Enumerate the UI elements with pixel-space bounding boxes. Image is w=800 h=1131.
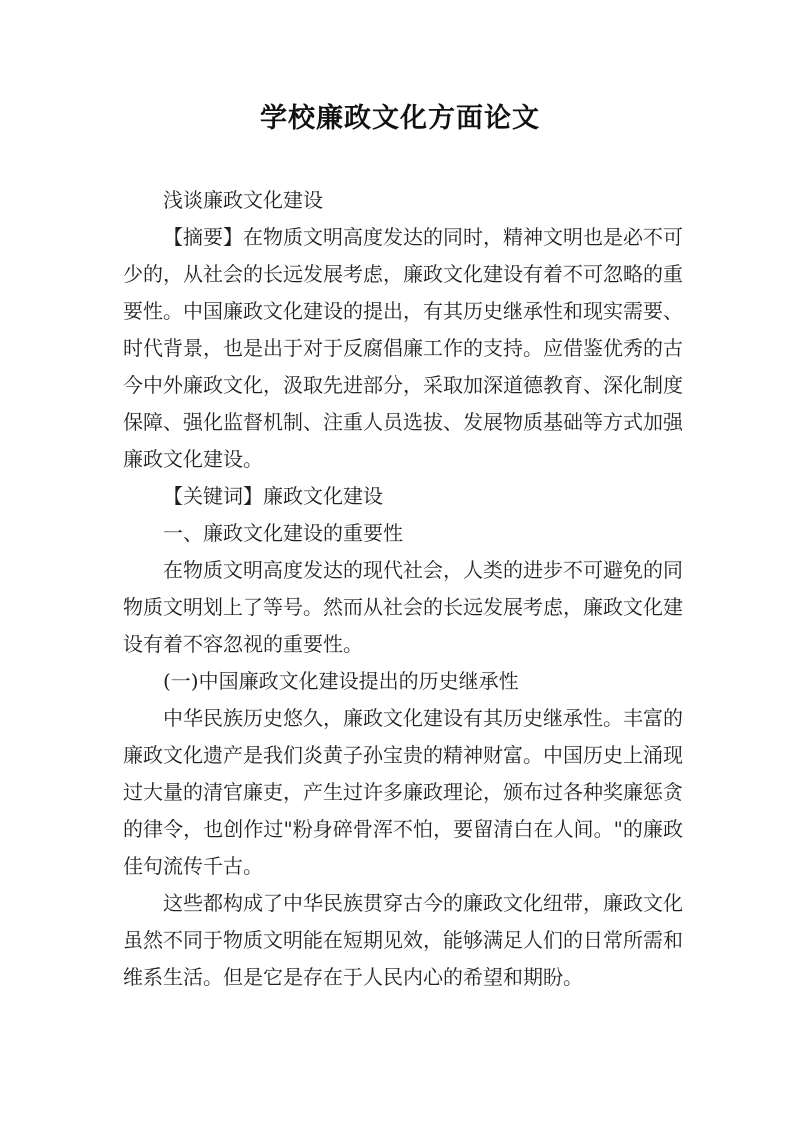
abstract-paragraph: 【摘要】在物质文明高度发达的同时，精神文明也是必不可少的，从社会的长远发展考虑，廉政文化建设有着不可忽略的重要性。中国廉政文化建设的提出，有其历史继承性和现实需要、时代背景，也是出于对于反腐倡廉工作的支持。应借鉴优秀的古今中外廉政文化，汲取先进部分，采取加深道德教育、深化制度保障、强化监督机制、注重人员选拔、发展物质基础等方式加强廉政文化建设。 [123, 225, 683, 471]
document-title: 学校廉政文化方面论文 [260, 103, 540, 134]
keywords-paragraph: 【关键词】廉政文化建设 [163, 484, 383, 508]
body-paragraph: 在物质文明高度发达的现代社会，人类的进步不可避免的同物质文明划上了等号。然而从社会的长远发展考虑，廉政文化建设有着不容忽视的重要性。 [123, 558, 683, 656]
section-heading-1: 一、廉政文化建设的重要性 [163, 521, 403, 545]
document-body [123, 182, 683, 996]
subsection-heading-1: (一)中国廉政文化建设提出的历史继承性 [163, 669, 519, 693]
subtitle-paragraph: 浅谈廉政文化建设 [163, 188, 323, 212]
body-paragraph: 这些都构成了中华民族贯穿古今的廉政文化纽带，廉政文化虽然不同于物质文明能在短期见效，能够满足人们的日常所需和维系生活。但是它是存在于人民内心的希望和期盼。 [123, 891, 683, 989]
body-paragraph: 中华民族历史悠久，廉政文化建设有其历史继承性。丰富的廉政文化遗产是我们炎黄子孙宝贵的精神财富。中国历史上涌现过大量的清官廉吏，产生过许多廉政理论，颁布过各种奖廉惩贪的律令，也创作过"粉身碎骨浑不怕，要留清白在人间。"的廉政佳句流传千古。 [123, 706, 683, 878]
